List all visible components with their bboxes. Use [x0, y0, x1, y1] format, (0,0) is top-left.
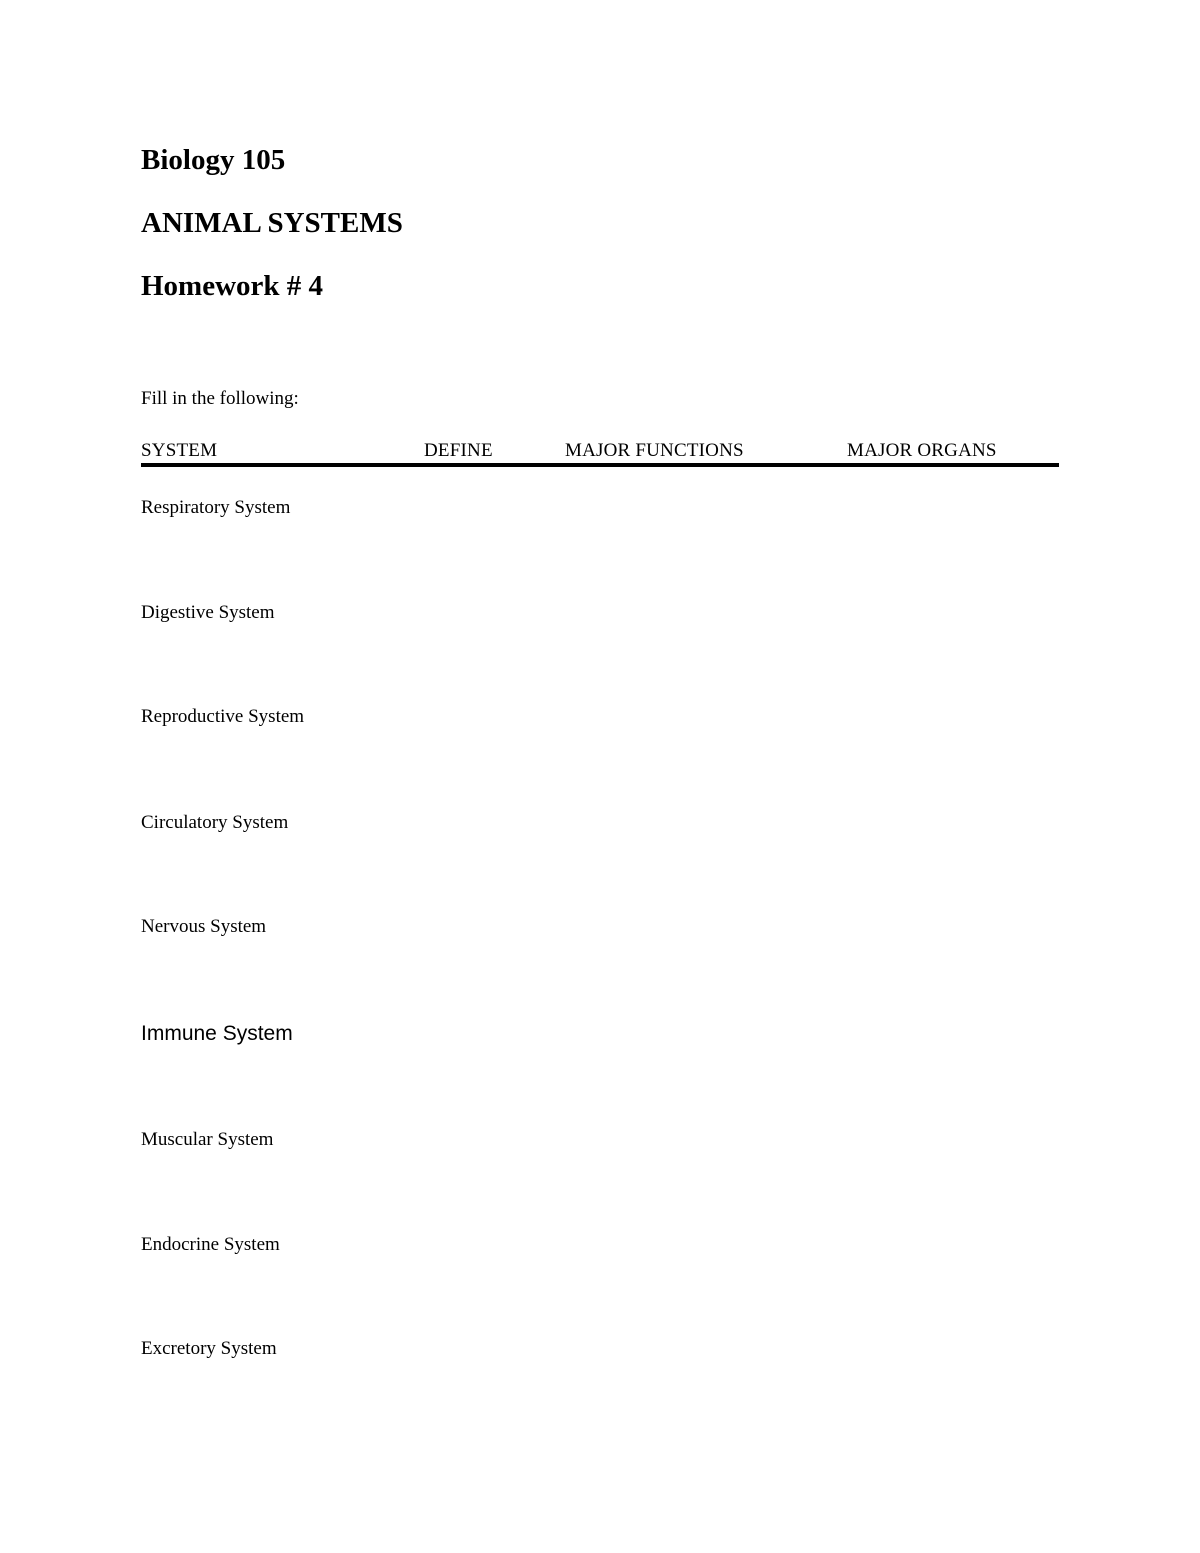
row-label-digestive: Digestive System	[141, 602, 275, 623]
assignment-title: Homework # 4	[141, 270, 324, 302]
row-label-excretory: Excretory System	[141, 1338, 277, 1359]
row-label-muscular: Muscular System	[141, 1129, 274, 1150]
unit-title: ANIMAL SYSTEMS	[141, 207, 403, 239]
row-label-immune: Immune System	[141, 1022, 293, 1045]
course-title: Biology 105	[141, 144, 286, 176]
column-header-major-functions: MAJOR FUNCTIONS	[565, 440, 744, 461]
instructions-text: Fill in the following:	[141, 388, 299, 409]
row-label-reproductive: Reproductive System	[141, 706, 305, 727]
row-label-nervous: Nervous System	[141, 916, 267, 937]
row-label-circulatory: Circulatory System	[141, 812, 289, 833]
table-header	[141, 441, 1059, 465]
row-label-respiratory: Respiratory System	[141, 497, 291, 518]
header-rule	[141, 463, 1059, 467]
column-header-define: DEFINE	[424, 440, 493, 461]
row-label-endocrine: Endocrine System	[141, 1234, 280, 1255]
column-header-system: SYSTEM	[141, 440, 218, 461]
column-header-major-organs: MAJOR ORGANS	[847, 440, 997, 461]
